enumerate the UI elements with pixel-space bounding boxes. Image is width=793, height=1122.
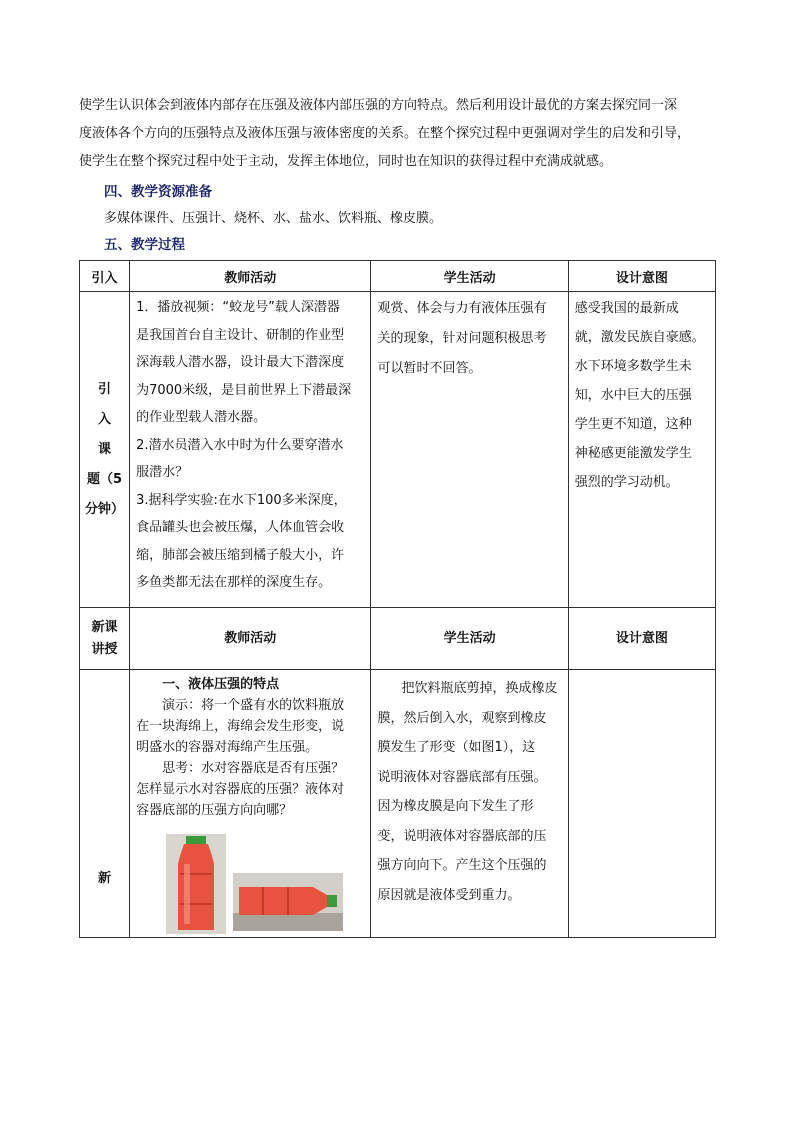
upright-bottle-photo xyxy=(166,834,226,934)
teacher-activity-cell xyxy=(130,292,371,608)
intro-paragraph xyxy=(79,92,719,176)
intro-line: 使学生认识体会到液体内部存在压强及液体内部压强的方向特点。然后利用设计最优的方案去探究同一深 xyxy=(79,98,678,113)
teacher-line: 容器底部的压强方向向哪？ xyxy=(136,803,293,818)
subheader-student: 学生活动 xyxy=(371,608,568,670)
teacher-line: 思考：水对容器底是否有压强？ xyxy=(162,761,345,776)
liquid-pressure-title: 一、液体压强的特点 xyxy=(162,677,280,692)
student-line: 变，说明液体对容器底部的压 xyxy=(377,828,547,844)
table-row-new-lesson-header xyxy=(80,608,716,670)
student-activity-cell xyxy=(371,292,568,608)
student-line: 观赏、体会与力有液体压强有 xyxy=(377,301,547,316)
design-intent-cell xyxy=(568,670,715,938)
table-row-intro xyxy=(80,292,716,608)
student-line: 因为橡皮膜是向下发生了形 xyxy=(377,799,534,814)
section4-heading: 四、教学资源准备 xyxy=(104,184,212,200)
student-line: 把饮料瓶底剪掉，换成橡皮 xyxy=(401,681,558,696)
teacher-line: 缩，肺部会被压缩到橘子般大小，许 xyxy=(136,547,345,563)
teacher-line: 明盛水的容器对海绵产生压强。 xyxy=(136,740,319,755)
design-intent-cell xyxy=(568,292,715,608)
header-teacher: 教师活动 xyxy=(130,261,371,292)
header-intro: 引入 xyxy=(80,261,130,292)
row-label-new-lesson xyxy=(80,608,130,670)
intent-line: 学生更不知道，这种 xyxy=(574,417,692,432)
teacher-line: 的作业型载人潜水器。 xyxy=(136,410,267,425)
label-char: 课 xyxy=(98,441,112,457)
header-intent: 设计意图 xyxy=(568,261,715,292)
teacher-line: 演示：将一个盛有水的饮料瓶放 xyxy=(162,698,345,713)
intent-line: 神秘感更能激发学生 xyxy=(574,446,692,461)
lying-bottle-cap xyxy=(327,895,337,907)
teacher-line: 2.潜水员潜入水中时为什么要穿潜水 xyxy=(136,437,344,453)
section4-text: 多媒体课件、压强计、烧杯、水、盐水、饮料瓶、橡皮膜。 xyxy=(104,211,443,226)
student-line: 原因就是液体受到重力。 xyxy=(377,887,521,903)
bottle-highlight xyxy=(184,864,190,924)
label-char: 题（5 xyxy=(87,471,123,487)
label-char: 引 xyxy=(98,381,112,397)
student-line: 可以暂时不回答。 xyxy=(377,361,482,376)
intro-line: 使学生在整个探究过程中处于主动，发挥主体地位，同时也在知识的获得过程中充满成就感。 xyxy=(79,154,613,169)
teacher-line: 3.据科学实验:在水下100多米深度， xyxy=(136,492,347,508)
lying-bottle-photo xyxy=(233,873,343,931)
row-label-intro xyxy=(80,292,130,608)
teacher-line: 怎样显示水对容器底的压强？液体对 xyxy=(136,782,345,797)
subheader-teacher: 教师活动 xyxy=(130,608,371,670)
intent-line: 强烈的学习动机。 xyxy=(574,475,679,490)
table-header-row xyxy=(80,261,716,292)
student-line: 膜，然后倒入水，观察到橡皮 xyxy=(377,710,547,726)
teacher-line: 在一块海绵上，海绵会发生形变，说 xyxy=(136,719,345,734)
teacher-line: 为7000米级，是目前世界上下潜最深 xyxy=(136,382,352,398)
student-line: 强方向向下。产生这个压强的 xyxy=(377,858,547,873)
bottle-body xyxy=(178,844,214,930)
teacher-line: 是我国首台自主设计、研制的作业型 xyxy=(136,327,345,343)
intent-line: 感受我国的最新成 xyxy=(574,301,679,316)
student-line: 关的现象，针对问题积极思考 xyxy=(377,331,547,346)
header-student: 学生活动 xyxy=(371,261,568,292)
label-char: 分钟） xyxy=(85,501,125,517)
intro-line: 度液体各个方向的压强特点及液体压强与液体密度的关系。在整个探究过程中更强调对学生的启发和引导， xyxy=(79,126,691,141)
lying-bottle-body xyxy=(239,887,327,915)
teacher-line: 食品罐头也会被压爆，人体血管会收 xyxy=(136,520,345,535)
student-line: 说明液体对容器底部有压强。 xyxy=(377,769,547,785)
section5-heading: 五、教学过程 xyxy=(104,237,185,253)
label-line: 新课 xyxy=(91,619,118,635)
teacher-line: 服潜水？ xyxy=(136,465,189,480)
sponge xyxy=(233,913,343,931)
intent-line: 水下环境多数学生未 xyxy=(574,359,692,374)
intent-line: 就，激发民族自豪感。 xyxy=(574,330,705,345)
row-label-new xyxy=(80,670,130,938)
bottle-cap xyxy=(186,836,206,844)
label-char: 入 xyxy=(98,411,112,427)
student-activity-cell xyxy=(371,670,568,938)
label-line: 讲授 xyxy=(91,641,118,657)
label-char: 新 xyxy=(98,870,112,886)
teacher-line: 1．播放视频：“蛟龙号”载人深潜器 xyxy=(136,300,340,315)
teacher-line: 多鱼类都无法在那样的深度生存。 xyxy=(136,575,332,590)
teacher-line: 深海载人潜水器，设计最大下潜深度 xyxy=(136,355,345,370)
intent-line: 知，水中巨大的压强 xyxy=(574,388,692,403)
student-line: 膜发生了形变（如图1），这 xyxy=(377,740,536,755)
subheader-intent: 设计意图 xyxy=(568,608,715,670)
